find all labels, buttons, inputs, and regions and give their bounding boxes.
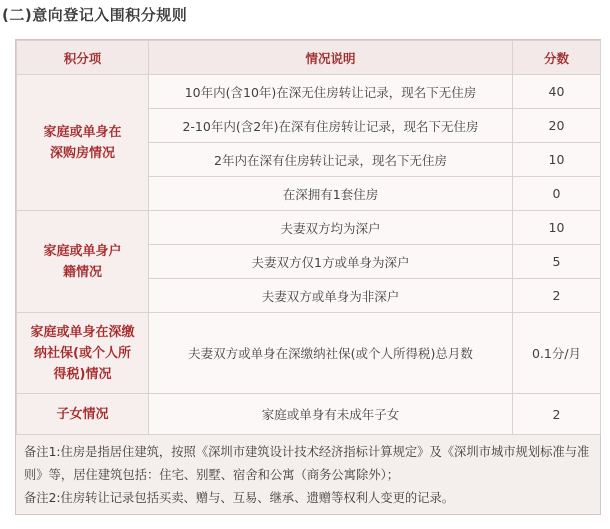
table-row <box>17 394 601 435</box>
row-score: 10 <box>513 211 601 245</box>
table-header-row <box>17 41 601 75</box>
row-description: 夫妻双方仅1方或单身为深户 <box>149 245 513 279</box>
header-description: 情况说明 <box>149 41 513 75</box>
category-label: 家庭或单身在深购房情况 <box>43 124 122 161</box>
header-score: 分数 <box>513 41 601 75</box>
table-row <box>17 211 601 245</box>
row-score: 40 <box>513 75 601 109</box>
category-household-registration <box>17 211 149 313</box>
row-description: 夫妻双方或单身为非深户 <box>149 279 513 313</box>
header-item: 积分项 <box>17 41 149 75</box>
row-description: 夫妻双方均为深户 <box>149 211 513 245</box>
section-heading: (二)意向登记入围积分规则 <box>2 6 188 24</box>
row-description: 2年内在深有住房转让记录，现名下无住房 <box>149 143 513 177</box>
row-description: 在深拥有1套住房 <box>149 177 513 211</box>
row-description: 10年内(含10年)在深无住房转让记录，现名下无住房 <box>149 75 513 109</box>
table-row <box>17 75 601 109</box>
row-description: 夫妻双方或单身在深缴纳社保(或个人所得税)总月数 <box>149 313 513 394</box>
row-score: 0.1分/月 <box>513 313 601 394</box>
category-label: 家庭或单身户籍情况 <box>43 243 122 280</box>
row-score: 10 <box>513 143 601 177</box>
category-housing <box>17 75 149 211</box>
note-2: 备注2:住房转让记录包括买卖、赠与、互易、继承、遗赠等权利人变更的记录。 <box>24 491 455 505</box>
row-score: 2 <box>513 394 601 435</box>
note-1: 备注1:住房是指居住建筑，按照《深圳市建筑设计技术经济指标计算规定》及《深圳市城市规划标准与准则》等，居住建筑包括：住宅、别墅、宿舍和公寓（商务公寓除外）； <box>24 445 590 482</box>
category-label: 子女情况 <box>56 406 109 422</box>
row-score: 0 <box>513 177 601 211</box>
row-description: 家庭或单身有未成年子女 <box>149 394 513 435</box>
table-notes <box>16 435 600 514</box>
row-score: 2 <box>513 279 601 313</box>
category-social-insurance <box>17 313 149 394</box>
row-score: 5 <box>513 245 601 279</box>
category-label: 家庭或单身在深缴纳社保(或个人所得税)情况 <box>30 324 135 382</box>
row-description: 2-10年内(含2年)在深有住房转让记录，现名下无住房 <box>149 109 513 143</box>
scoring-rules-table <box>15 39 601 515</box>
category-children <box>17 394 149 435</box>
table-row <box>17 313 601 394</box>
row-score: 20 <box>513 109 601 143</box>
